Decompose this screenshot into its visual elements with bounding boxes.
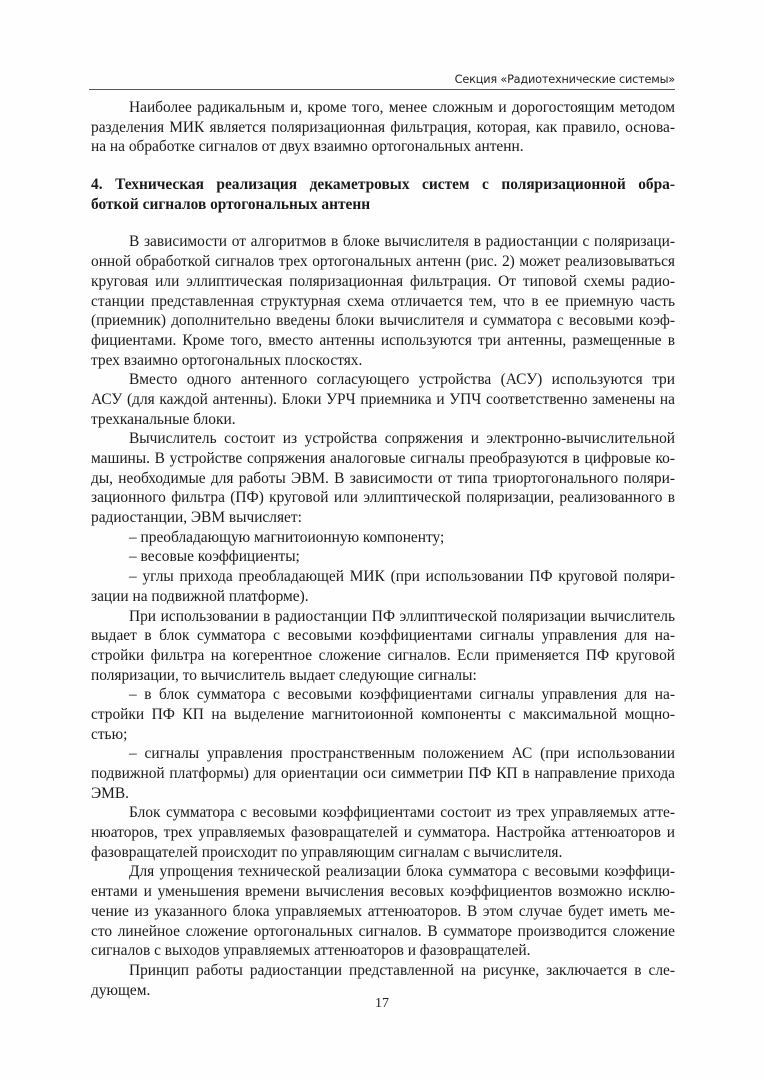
list-item bbox=[91, 528, 675, 548]
text-line: 4. Техническая реализация декаметровых систем с поляризационной обра- bbox=[91, 176, 675, 194]
text-line: АСУ (для каждой антенны). Блоки УРЧ приемника и УПЧ соответственно заменены на bbox=[91, 390, 675, 408]
text-line: зации на подвижной платформе). bbox=[91, 587, 309, 605]
paragraph bbox=[91, 961, 675, 1000]
text-line: машины. В устройстве сопряжения аналоговые сигналы преобразуются в цифровые ко- bbox=[91, 450, 675, 467]
text-line: выдает в блок сумматора с весовыми коэффициентами сигналы управления для на- bbox=[91, 627, 675, 645]
text-line: онной обработкой сигналов трех ортогональных антенн (рис. 2) может реализовываться bbox=[91, 253, 675, 271]
text-line: трех взаимно ортогональных плоскостях. bbox=[91, 351, 363, 369]
text-line: дующем. bbox=[91, 981, 151, 999]
text-line: Принцип работы радиостанции представленной на рисунке, заключается в сле- bbox=[129, 961, 675, 979]
text-line: зационного фильтра (ПФ) круговой или эллиптической поляризации, реализованного в bbox=[91, 489, 675, 507]
text-line: – в блок сумматора с весовыми коэффициентами сигналы управления для на- bbox=[129, 686, 675, 704]
list-item bbox=[91, 567, 675, 606]
body-text bbox=[91, 98, 675, 1000]
text-line: ды, необходимые для работы ЭВМ. В зависимости от типа триортогонального поляри- bbox=[91, 469, 675, 487]
text-line: нюаторов, трех управляемых фазовращателей и сумматора. Настройка аттенюаторов и bbox=[91, 824, 675, 842]
text-line: поляризации, то вычислитель выдает следующие сигналы: bbox=[91, 666, 477, 684]
paragraph bbox=[91, 744, 675, 803]
text-line: (приемник) дополнительно введены блоки вычислителя и сумматора с весовыми коэф- bbox=[91, 312, 675, 330]
text-line: чение из указанного блока управляемых аттенюаторов. В этом случае будет иметь ме- bbox=[91, 902, 675, 920]
text-line: станции представленная структурная схема отличается тем, что в ее приемную часть bbox=[91, 292, 675, 310]
paragraph bbox=[91, 685, 675, 744]
text-line: трехканальные блоки. bbox=[91, 410, 236, 428]
list-item bbox=[91, 547, 675, 567]
text-line: Наиболее радикальным и, кроме того, менее сложным и дорогостоящим методом bbox=[129, 99, 675, 116]
text-line: В зависимости от алгоритмов в блоке вычислителя в радиостанции с поляризаци- bbox=[129, 233, 675, 251]
text-line: фазовращателей происходит по управляющим сигналам с вычислителя. bbox=[91, 843, 563, 861]
text-line: – преобладающую магнитоионную компоненту; bbox=[129, 528, 445, 546]
paragraph bbox=[91, 862, 675, 960]
spacer bbox=[91, 157, 675, 175]
text-line: на на обработке сигналов от двух взаимно ортогональных антенн. bbox=[91, 138, 524, 156]
running-header: Секция «Радиотехнические системы» bbox=[89, 73, 675, 90]
text-line: При использовании в радиостанции ПФ эллиптической поляризации вычислитель bbox=[129, 607, 675, 625]
page-number: 17 bbox=[375, 996, 389, 1011]
paragraph bbox=[91, 232, 675, 370]
text-line: – весовые коэффициенты; bbox=[129, 548, 300, 566]
text-line: подвижной платформы) для ориентации оси симметрии ПФ КП в направление прихода bbox=[91, 765, 675, 782]
paragraph bbox=[91, 98, 675, 157]
text-line: радиостанции, ЭВМ вычисляет: bbox=[91, 509, 302, 527]
text-line: Вместо одного антенного согласующего устройства (АСУ) используются три bbox=[129, 371, 675, 389]
section-heading bbox=[91, 175, 675, 214]
text-line: сто линейное сложение ортогональных сигналов. В сумматоре производится сложение bbox=[91, 922, 675, 940]
text-line: ентами и уменьшения времени вычисления весовых коэффициентов возможно исклю- bbox=[91, 883, 675, 901]
paragraph bbox=[91, 429, 675, 527]
paragraph bbox=[91, 370, 675, 429]
text-line: стью; bbox=[91, 725, 128, 743]
text-line: Вычислитель состоит из устройства сопряжения и электронно-вычислительной bbox=[129, 430, 675, 448]
text-line: сигналов с выходов управляемых аттенюаторов и фазовращателей. bbox=[91, 942, 531, 960]
text-line: фициентами. Кроме того, вместо антенны используются три антенны, размещенные в bbox=[91, 331, 675, 349]
text-line: круговая или эллиптическая поляризационная фильтрация. От типовой схемы радио- bbox=[91, 272, 675, 290]
text-line: Блок сумматора с весовыми коэффициентами состоит из трех управляемых атте- bbox=[129, 804, 675, 822]
paragraph bbox=[91, 803, 675, 862]
text-line: стройки фильтра на когерентное сложение сигналов. Если применяется ПФ круговой bbox=[91, 646, 675, 664]
paragraph bbox=[91, 607, 675, 686]
text-line: Для упрощения технической реализации блока сумматора с весовыми коэффици- bbox=[129, 863, 675, 881]
text-line: стройки ПФ КП на выделение магнитоионной компоненты с максимальной мощно- bbox=[91, 705, 675, 723]
text-line: – сигналы управления пространственным положением АС (при использовании bbox=[129, 745, 675, 763]
text-line: разделения МИК является поляризационная фильтрация, которая, как правило, основа- bbox=[91, 118, 675, 136]
text-line: – углы прихода преобладающей МИК (при использовании ПФ круговой поляри- bbox=[129, 568, 675, 586]
text-line: боткой сигналов ортогональных антенн bbox=[91, 195, 371, 213]
text-line: ЭМВ. bbox=[91, 784, 129, 802]
spacer bbox=[91, 214, 675, 232]
